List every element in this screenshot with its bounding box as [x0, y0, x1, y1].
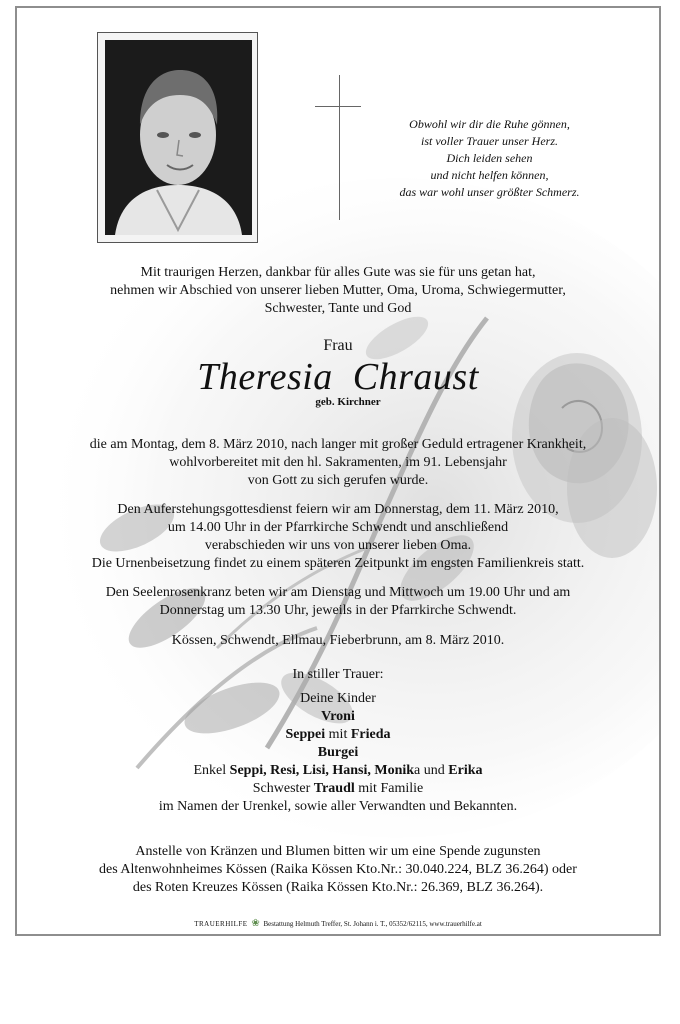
death-line: die am Montag, dem 8. März 2010, nach langer mit großer Geduld ertragener Krankheit, [89, 437, 587, 452]
place-date: Kössen, Schwendt, Ellmau, Fieberbrunn, am 8. März 2010. [171, 633, 505, 648]
service-line: Den Auferstehungsgottesdienst feiern wir am Donnerstag, dem 11. März 2010, [117, 502, 559, 517]
connector-text: und [423, 763, 445, 778]
sister-label: Schwester [252, 781, 311, 796]
intro-line: Schwester, Tante und God [264, 301, 412, 316]
family-line [17, 726, 659, 744]
funeral-service-text [17, 501, 659, 573]
rosary-line: Den Seelenrosenkranz beten wir am Dienstag und Mittwoch um 19.00 Uhr und am [105, 585, 571, 600]
poem-line: Obwohl wir dir die Ruhe gönnen, [409, 117, 570, 131]
poem-line: ist voller Trauer unser Herz. [420, 134, 558, 148]
mourning-heading: In stiller Trauer: [292, 667, 384, 682]
child-name: Vroni [321, 709, 355, 724]
connector-text: mit [328, 727, 348, 742]
service-line: um 14.00 Uhr in der Pfarrkirche Schwendt und anschließend [167, 520, 509, 535]
family-line [17, 708, 659, 726]
service-line: Die Urnenbeisetzung findet zu einem späteren Zeitpunkt im engsten Familienkreis statt. [91, 556, 585, 571]
service-line: verabschieden wir uns von unserer lieben Oma. [204, 538, 472, 553]
child-name: Seppei [285, 727, 326, 742]
portrait-photo [105, 40, 252, 235]
children-label: Deine Kinder [300, 691, 376, 706]
sister-suffix: mit Familie [358, 781, 424, 796]
grandchildren-label: Enkel [193, 763, 227, 778]
leaf-icon: ❀ [251, 918, 260, 929]
partner-name: Frieda [350, 727, 391, 742]
poem-line: Dich leiden sehen [446, 151, 533, 165]
footer-text: Bestattung Helmuth Treffer, St. Johann i. T., 05352/62115, www.trauerhilfe.at [263, 920, 482, 928]
intro-line: Mit traurigen Herzen, dankbar für alles Gute was sie für uns getan hat, [140, 265, 536, 280]
donation-line: des Roten Kreuzes Kössen (Raika Kössen Kto.Nr.: 26.369, BLZ 36.264). [132, 880, 544, 895]
family-line [17, 780, 659, 798]
intro-text [17, 264, 659, 318]
death-line: wohlvorbereitet mit den hl. Sakramenten, im 91. Lebensjahr [169, 455, 507, 470]
cross-vertical-bar [339, 75, 340, 220]
salutation: Frau [323, 337, 353, 354]
portrait-frame [97, 32, 258, 243]
intro-line: nehmen wir Abschied von unserer lieben Mutter, Oma, Uroma, Schwiegermutter, [110, 283, 566, 298]
cross-horizontal-bar [315, 106, 361, 107]
family-line [17, 744, 659, 762]
footer-brand: TRAUERHILFE [194, 920, 248, 928]
footer [17, 918, 659, 929]
great-grandchildren-text: im Namen der Urenkel, sowie aller Verwandten und Bekannten. [158, 799, 518, 814]
family-list [17, 690, 659, 798]
deceased-name: Theresia Chraust [197, 356, 479, 398]
poem-line: das war wohl unser größter Schmerz. [399, 185, 580, 199]
donation-request [17, 843, 659, 897]
death-notice [17, 436, 659, 490]
donation-line: des Altenwohnheimes Kössen (Raika Kössen Kto.Nr.: 30.040.224, BLZ 36.264) oder [99, 862, 577, 877]
rosary-line: Donnerstag um 13.30 Uhr, jeweils in der Pfarrkirche Schwendt. [159, 603, 517, 618]
grandchildren-suffix: a [414, 763, 421, 778]
memorial-poem [387, 116, 592, 201]
grandchild-name: Erika [448, 763, 483, 778]
family-line [17, 762, 659, 780]
obituary-card [15, 6, 661, 936]
poem-line: und nicht helfen können, [430, 168, 549, 182]
grandchildren-names: Seppi, Resi, Lisi, Hansi, Monik [229, 763, 415, 778]
maiden-name: geb. Kirchner [315, 396, 381, 408]
child-name: Burgei [317, 745, 359, 760]
rosary-text [17, 584, 659, 620]
sister-name: Traudl [313, 781, 355, 796]
donation-line: Anstelle von Kränzen und Blumen bitten wir um eine Spende zugunsten [135, 844, 541, 859]
death-line: von Gott zu sich gerufen wurde. [247, 473, 429, 488]
